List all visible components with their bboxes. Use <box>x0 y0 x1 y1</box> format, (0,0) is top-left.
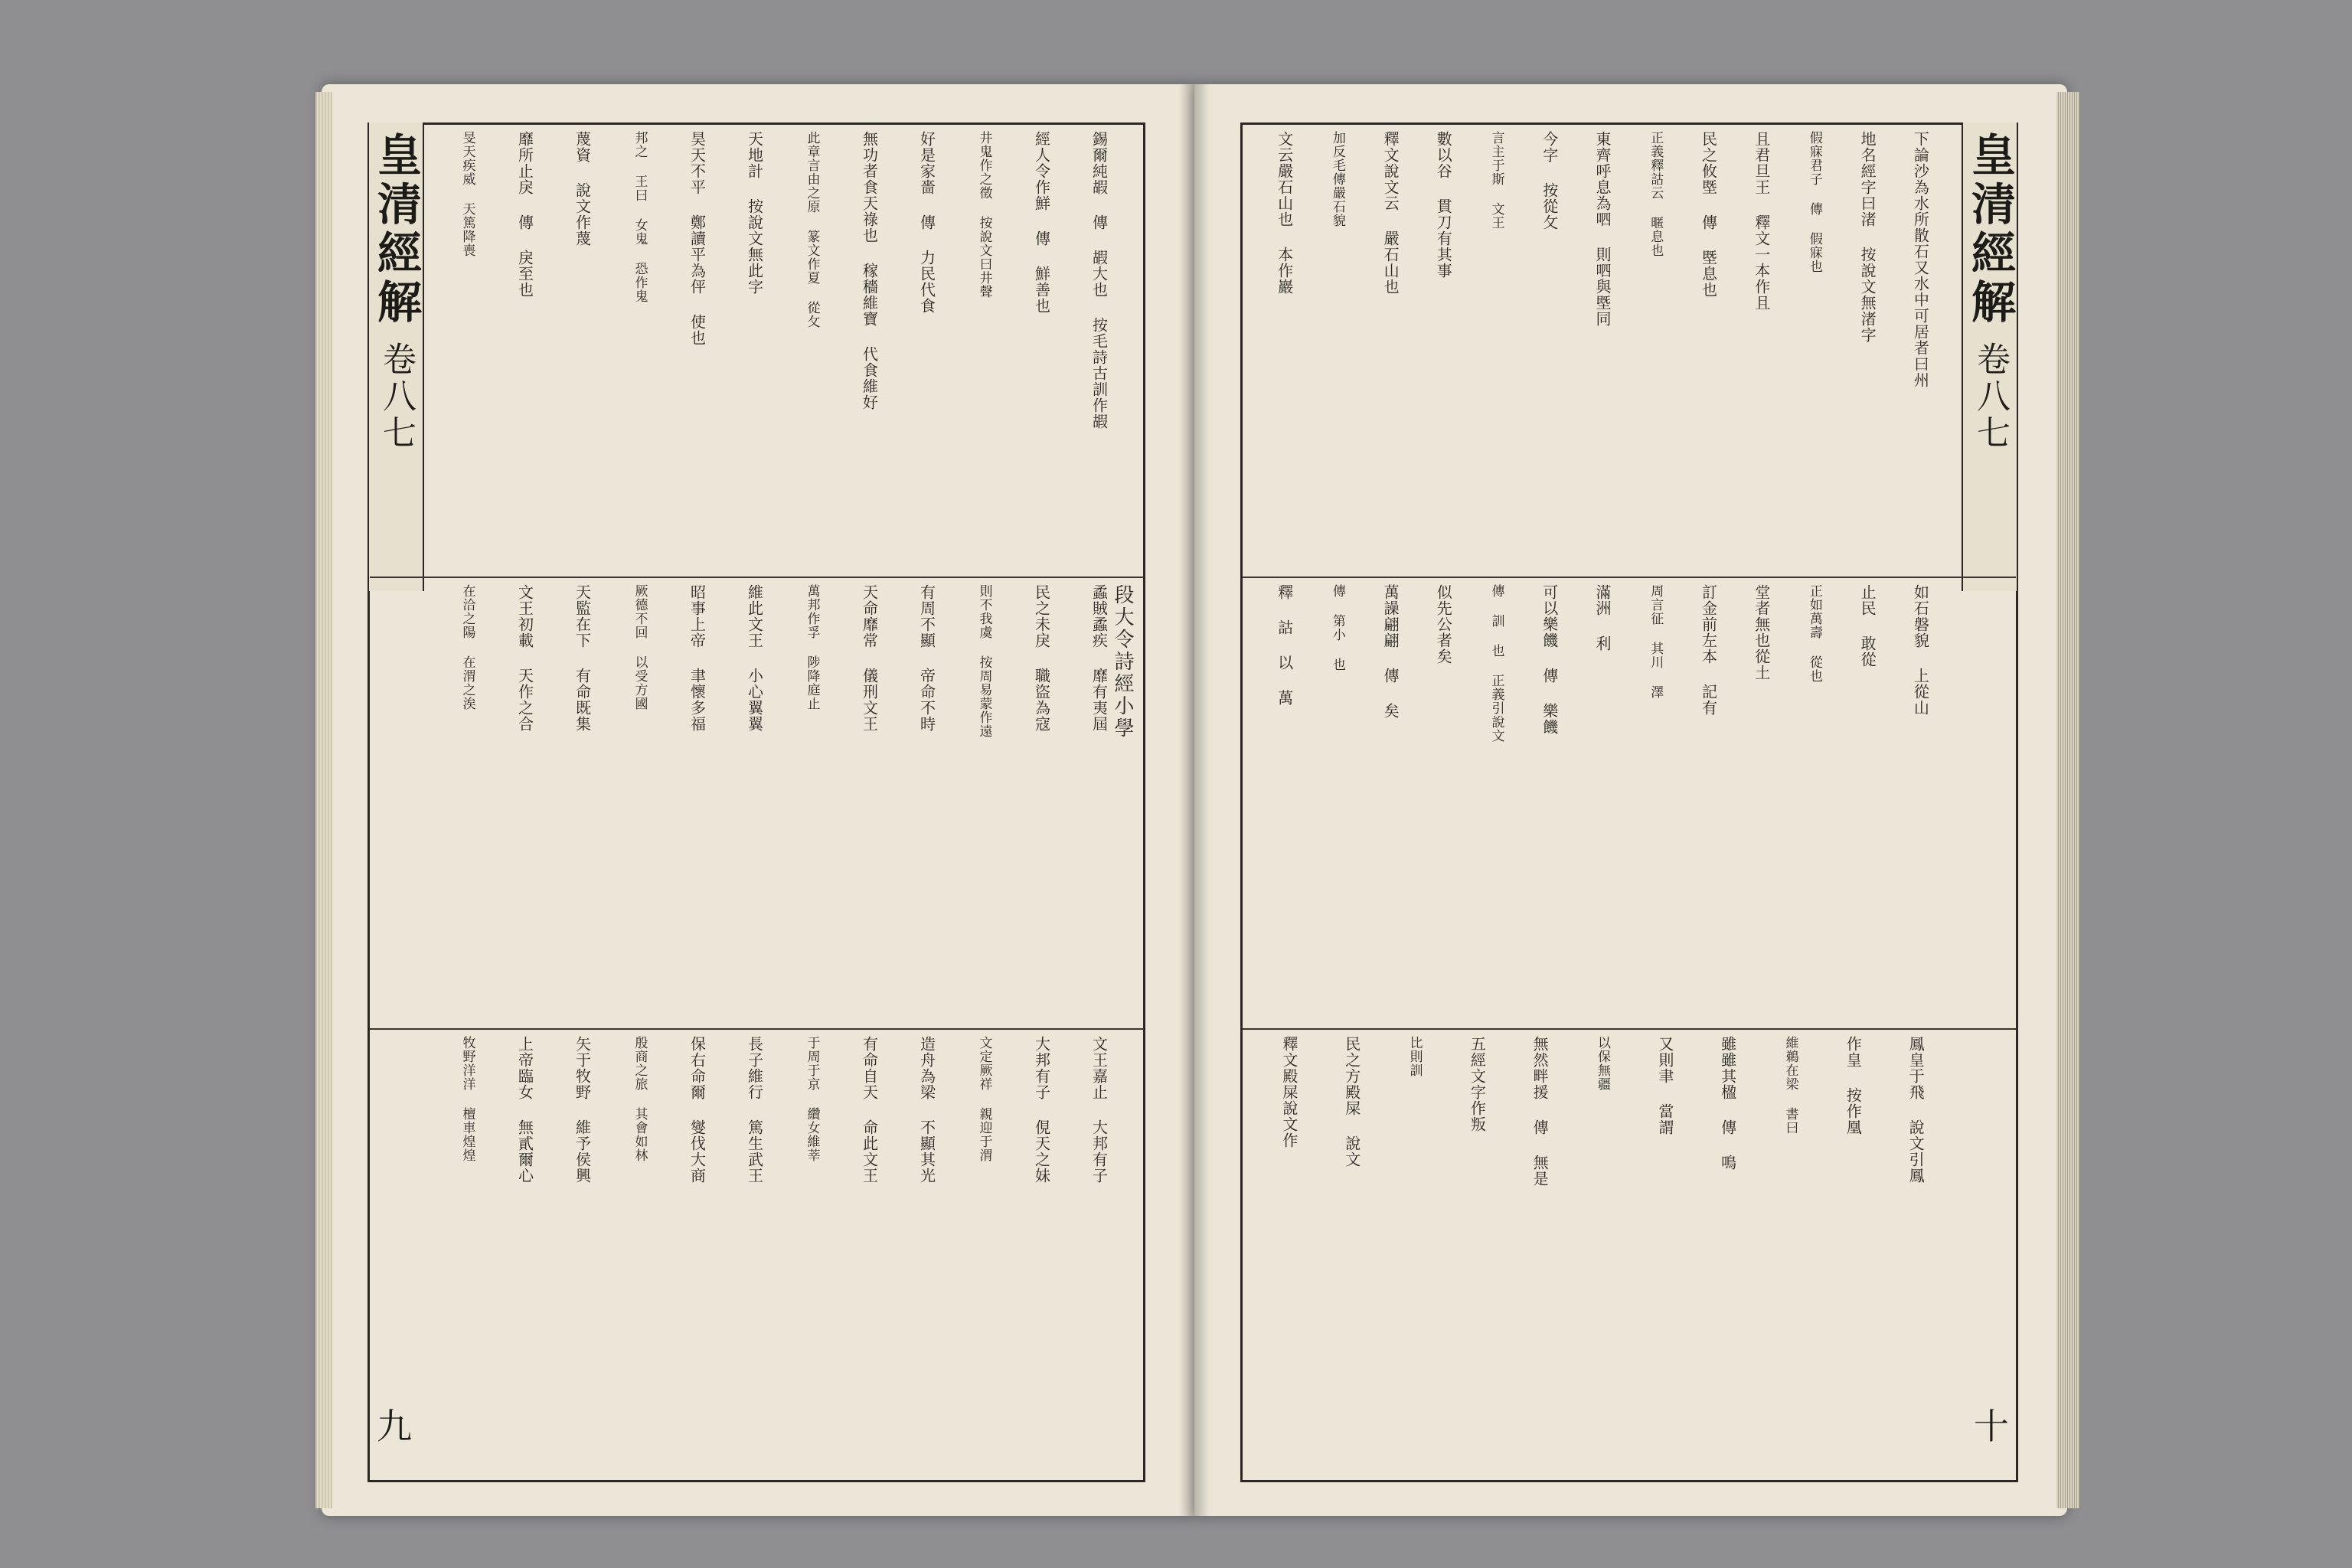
right-text-column: 且君旦王 釋文一本作且 <box>1752 131 1771 311</box>
right-text-column: 作皇 按作凰 <box>1844 1036 1863 1135</box>
right-text-column: 維鵜在梁 書曰 <box>1782 1036 1798 1135</box>
left-text-column: 民之未戾 職盜為寇 <box>1032 584 1051 732</box>
left-text-column: 造舟為梁 不顯其光 <box>917 1036 936 1184</box>
left-banner-volume: 卷八七 <box>377 341 416 452</box>
left-text-column: 靡所止戾 傳 戾至也 <box>515 131 534 298</box>
left-text-column: 文定厥祥 親迎于渭 <box>976 1036 992 1162</box>
right-text-column: 今字 按從攵 <box>1540 131 1559 230</box>
right-page <box>1194 84 2067 1516</box>
left-text-column: 上帝臨女 無貳爾心 <box>515 1036 534 1184</box>
left-page-frame <box>368 122 1145 1482</box>
right-text-column: 假寐君子 傳 假寐也 <box>1806 131 1822 273</box>
right-text-band-middle <box>1243 578 2016 1028</box>
right-text-column: 傳 訓 也 正義引說文 <box>1488 584 1504 743</box>
left-text-band-bottom <box>370 1030 1143 1478</box>
right-text-band-top <box>1243 125 2016 577</box>
right-text-column: 言主于斯 文王 <box>1488 131 1504 230</box>
right-text-column: 五經文字作叛 <box>1468 1036 1487 1132</box>
left-page-edge <box>315 92 332 1508</box>
left-text-column: 旻天疾威 天篤降喪 <box>459 131 475 257</box>
left-text-column: 大邦有子 俔天之妹 <box>1032 1036 1051 1184</box>
left-banner-title: 皇清經解 <box>370 132 422 328</box>
left-text-column: 昊天不平 鄭讀平為伻 使也 <box>688 131 707 346</box>
right-page-frame <box>1240 122 2018 1482</box>
right-text-column: 東齊呼息為呬 則呬與塈同 <box>1593 131 1612 327</box>
right-text-column: 周言征 其川 澤 <box>1648 584 1664 699</box>
right-banner-volume: 卷八七 <box>1971 341 2010 452</box>
left-text-column: 萬邦作孚 陟降庭止 <box>804 584 820 710</box>
left-text-column: 邦之 王曰 女鬼 恐作鬼 <box>632 131 648 303</box>
right-text-column: 鳳皇于飛 說文引鳳 <box>1906 1036 1926 1184</box>
right-text-column: 文云嚴石山也 本作巖 <box>1275 131 1294 295</box>
right-text-column: 傳 第小 也 <box>1329 584 1345 671</box>
right-page-edge <box>2056 92 2079 1508</box>
left-folio: 九 <box>377 1406 412 1447</box>
left-text-column: 無功者食天祿也 稼穡維寶 代食維好 <box>860 131 879 410</box>
left-text-column: 天地計 按說文無此字 <box>745 131 764 295</box>
left-text-column: 長子維行 篤生武王 <box>745 1036 764 1184</box>
right-text-column: 釋文殿屎說文作 <box>1279 1036 1298 1148</box>
left-text-column: 文王嘉止 大邦有子 <box>1089 1036 1109 1184</box>
left-text-column: 蔑資 說文作蔑 <box>573 131 592 247</box>
left-text-column: 井鬼作之徵 按說文曰井聲 <box>976 131 992 299</box>
right-text-column: 釋文說文云 嚴石山也 <box>1381 131 1400 295</box>
left-text-column: 昭事上帝 聿懷多福 <box>688 584 707 732</box>
right-text-column: 堂者無也從土 <box>1752 584 1771 681</box>
left-page-credit: 段大令詩經小學 <box>1111 584 1134 740</box>
left-text-column: 保右命爾 燮伐大商 <box>688 1036 707 1184</box>
left-text-column: 殷商之旅 其會如林 <box>632 1036 648 1162</box>
left-text-column: 厥德不回 以受方國 <box>632 584 648 710</box>
left-text-column: 經人令作鮮 傳 鮮善也 <box>1032 131 1051 314</box>
right-text-column: 釋 詁 以 萬 <box>1275 584 1294 706</box>
right-text-column: 訂金前左本 記有 <box>1699 584 1718 716</box>
right-text-band-bottom <box>1243 1030 2016 1478</box>
left-text-column: 文王初載 天作之合 <box>515 584 534 732</box>
left-text-column: 有周不顯 帝命不時 <box>917 584 936 732</box>
right-text-column: 無然畔援 傳 無是 <box>1530 1036 1550 1187</box>
right-text-column: 如石磐貌 上從山 <box>1911 584 1930 716</box>
right-text-column: 加反毛傳嚴石貌 <box>1329 131 1345 227</box>
left-text-column: 維此文王 小心翼翼 <box>745 584 764 732</box>
left-text-band-top <box>370 125 1143 577</box>
right-text-column: 雖雖其楹 傳 鳴 <box>1718 1036 1737 1171</box>
right-text-column: 滿洲 利 <box>1593 584 1612 652</box>
left-text-column: 牧野洋洋 檀車煌煌 <box>459 1036 475 1162</box>
right-text-column: 下論沙為水所散石又水中可居者曰州 <box>1911 131 1930 388</box>
left-text-column: 天監在下 有命既集 <box>573 584 592 732</box>
right-text-column: 可以樂饑 傳 樂饑 <box>1540 584 1559 735</box>
left-text-column: 于周于京 纘女維莘 <box>804 1036 820 1162</box>
right-text-column: 止民 敢從 <box>1858 584 1877 668</box>
right-banner-title: 皇清經解 <box>1964 132 2016 328</box>
right-text-column: 數以谷 貫刀有其事 <box>1434 131 1453 279</box>
left-text-column: 矢于牧野 維予侯興 <box>573 1036 592 1184</box>
left-text-column: 則不我虞 按周易蒙作遠 <box>976 584 992 738</box>
right-text-column: 又則聿 當謂 <box>1655 1036 1674 1135</box>
left-text-column: 在洽之陽 在渭之涘 <box>459 584 475 710</box>
right-text-column: 正義釋詁云 暱息也 <box>1648 131 1664 257</box>
right-text-column: 似先公者矣 <box>1434 584 1453 665</box>
right-text-column: 民之方殿屎 說文 <box>1342 1036 1361 1168</box>
left-text-column: 蟊賊蟊疾 靡有夷屆 <box>1089 584 1109 732</box>
right-text-column: 比則訓 <box>1406 1036 1423 1077</box>
left-page <box>322 84 1194 1516</box>
right-text-column: 民之攸塈 傳 塈息也 <box>1699 131 1718 298</box>
right-text-column: 以保無疆 <box>1595 1036 1610 1091</box>
left-text-column: 天命靡常 儀刑文王 <box>860 584 879 732</box>
right-text-column: 萬譟翩翩 傳 矣 <box>1381 584 1400 719</box>
left-text-band-middle <box>370 578 1143 1028</box>
right-folio: 十 <box>1974 1406 2009 1447</box>
left-text-column: 有命自天 命此文王 <box>860 1036 879 1184</box>
right-text-column: 地名經字曰渚 按說文無渚字 <box>1858 131 1877 343</box>
right-text-column: 正如萬壽 從也 <box>1806 584 1822 683</box>
open-book <box>322 84 2067 1516</box>
left-text-column: 此章言由之原 篆文作夏 從攵 <box>804 131 820 328</box>
left-text-column: 錫爾純嘏 傳 嘏大也 按毛詩古訓作嘏 <box>1089 131 1109 430</box>
left-text-column: 好是家嗇 傳 力民代食 <box>917 131 936 314</box>
